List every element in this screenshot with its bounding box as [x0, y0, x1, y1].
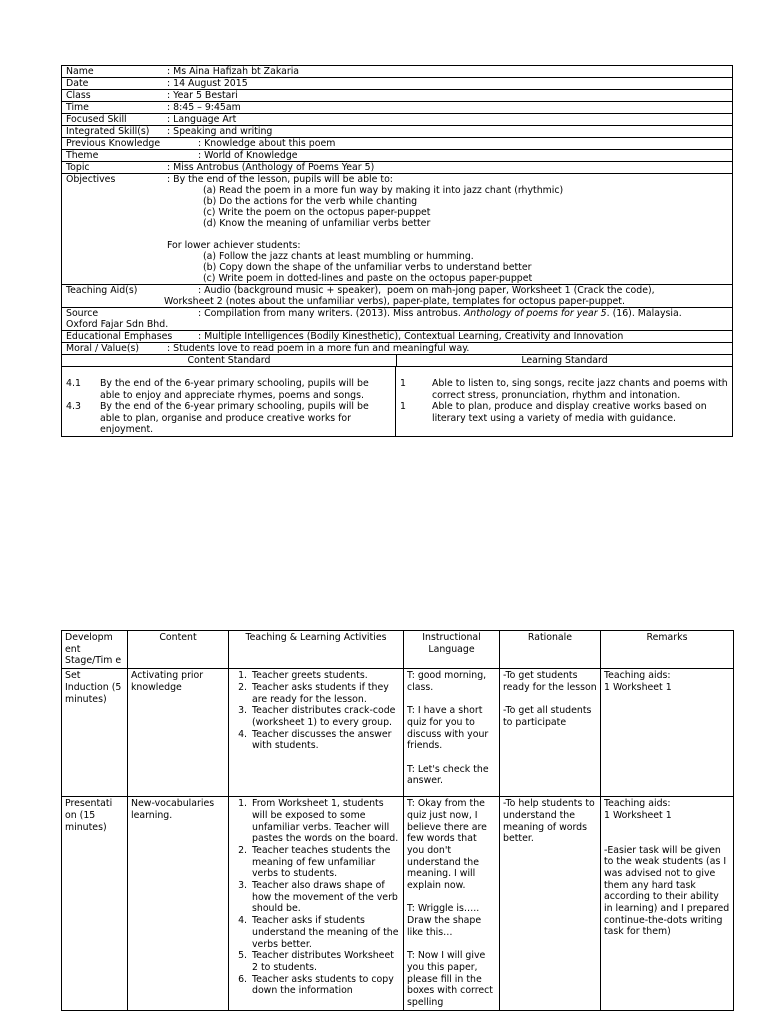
info-label: Topic [66, 162, 90, 173]
info-value: : World of Knowledge [198, 150, 298, 161]
info-row-class [62, 90, 732, 102]
content-standard-item [62, 401, 395, 436]
info-value: : Ms Aina Hafizah bt Zakaria [167, 66, 300, 77]
activity-item: 3. Teacher also draws shape of how the movement of the verb should be. [250, 880, 400, 915]
rationale-line: -To help students to understand the meaning of words better. [503, 798, 595, 845]
info-row-integrated-skills [62, 126, 732, 138]
activity-item: 2. Teacher asks students if they are ready for the lesson. [250, 682, 400, 705]
info-label: Previous Knowledge [66, 138, 161, 149]
source-citation [198, 308, 732, 319]
col-header-remarks: Remarks [601, 631, 734, 669]
activity-item: 6. Teacher asks students to copy down the information [250, 974, 400, 997]
standard-number: 1 [400, 401, 406, 412]
activity-item: 3. Teacher distributes crack-code (worksheet 1) to every group. [250, 705, 400, 728]
info-value: : Miss Antrobus (Anthology of Poems Year 5) [167, 162, 375, 173]
remarks-line: Teaching aids: [604, 798, 671, 810]
info-label: Theme [66, 150, 99, 161]
language-line: T: Okay from the quiz just now, I believe there are few words that you don't understand the meaning. I will explain now. [407, 798, 487, 892]
remarks-line: Teaching aids: [604, 670, 671, 682]
content-cell: Activating prior knowledge [128, 669, 229, 797]
objective-item: (c) Write the poem on the octopus paper-puppet [203, 207, 431, 218]
activity-item: 4. Teacher discusses the answer with students. [250, 729, 400, 752]
info-label: Date [66, 78, 89, 89]
content-standard-header: Content Standard [62, 355, 397, 366]
language-cell [404, 669, 500, 797]
table-row [62, 797, 734, 1011]
language-line: T: I have a short quiz for you to discuss with your friends. [407, 705, 489, 752]
info-row-educational-emphases [62, 331, 732, 343]
info-row-focused-skill [62, 114, 732, 126]
lower-achiever-item: (c) Write poem in dotted-lines and paste on the octopus paper-puppet [203, 273, 533, 284]
standard-text: Able to plan, produce and display creative works based on literary text using a variety of media with guidance. [432, 401, 707, 424]
learning-standards [396, 367, 732, 436]
objectives-intro: : By the end of the lesson, pupils will be able to: [167, 174, 393, 185]
info-value: : 14 August 2015 [167, 78, 248, 89]
learning-standard-item [396, 378, 732, 401]
activity-item: 5. Teacher distributes Worksheet 2 to students. [250, 950, 400, 973]
col-header-rationale: Rationale [500, 631, 601, 669]
language-line: T: good morning, class. [407, 670, 487, 693]
info-row-date [62, 78, 732, 90]
info-value: : Multiple Intelligences (Bodily Kinesthetic), Contextual Learning, Creativity and Innovation [198, 331, 624, 342]
learning-standard-item [396, 401, 732, 424]
learning-standard-header: Learning Standard [521, 355, 608, 366]
info-label: Class [66, 90, 91, 101]
remarks-cell [601, 797, 734, 1011]
stage-cell: Presentati on (15 minutes) [62, 797, 128, 1011]
citation-title: Anthology of poems for year 5 [463, 308, 607, 319]
activity-item: 1. Teacher greets students. [250, 670, 400, 682]
remarks-line: 1 Worksheet 1 [604, 681, 672, 693]
info-label: Focused Skill [66, 114, 127, 125]
objective-item: (a) Read the poem in a more fun way by making it into jazz chant (rhythmic) [203, 185, 564, 196]
info-value: : Students love to read poem in a more fun and meaningful way. [167, 343, 470, 354]
lesson-info-table [61, 65, 733, 437]
standards-header [62, 355, 732, 367]
info-row-source [62, 308, 732, 331]
language-line: T: Wriggle is….. Draw the shape like this… [407, 903, 482, 938]
lesson-header-row [62, 631, 734, 669]
activity-item: 2. Teacher teaches students the meaning of few unfamiliar verbs to students. [250, 845, 400, 880]
rationale-line: -To get all students to participate [503, 705, 592, 728]
activity-item: 1. From Worksheet 1, students will be exposed to some unfamiliar verbs. Teacher will pastes the words on the board. [250, 798, 400, 845]
table-row [62, 669, 734, 797]
info-row-theme [62, 150, 732, 162]
citation-publisher: Oxford Fajar Sdn Bhd. [66, 319, 169, 330]
citation-text: : Compilation from many writers. (2013). Miss antrobus. [198, 308, 464, 319]
lower-achiever-item: (b) Copy down the shape of the unfamiliar verbs to understand better [203, 262, 532, 273]
remarks-cell [601, 669, 734, 797]
remarks-spacer [604, 822, 730, 845]
col-header-activities: Teaching & Learning Activities [229, 631, 404, 669]
content-cell: New-vocabularies learning. [128, 797, 229, 1011]
col-header-language: Instructional Language [404, 631, 500, 669]
col-header-content: Content [128, 631, 229, 669]
rationale-cell [500, 669, 601, 797]
info-row-topic [62, 162, 732, 174]
info-label: Source [66, 308, 99, 319]
standard-number: 1 [400, 378, 406, 389]
rationale-cell [500, 797, 601, 1011]
citation-text: . (16). Malaysia. [606, 308, 682, 319]
remarks-line: -Easier task will be given to the weak students (as I was advised not to give them any hard task according to their ability in learning) and I prepared continue-the-dots writing task for them) [604, 844, 730, 938]
standard-number: 4.3 [66, 401, 81, 412]
info-row-previous-knowledge [62, 138, 732, 150]
lower-achiever-item: (a) Follow the jazz chants at least mumbling or humming. [203, 251, 474, 262]
stage-cell: Set Induction (5 minutes) [62, 669, 128, 797]
info-row-teaching-aids [62, 285, 732, 308]
info-row-objectives [62, 174, 732, 285]
col-header-stage: Developm ent Stage/Tim e [62, 631, 128, 669]
content-standards [62, 367, 396, 436]
info-row-name [62, 66, 732, 78]
info-value: : Knowledge about this poem [198, 138, 336, 149]
info-label: Time [66, 102, 89, 113]
info-label: Educational Emphases [66, 331, 173, 342]
info-value: : Speaking and writing [167, 126, 273, 137]
info-value: : Language Art [167, 114, 237, 125]
info-label: Teaching Aid(s) [66, 285, 138, 296]
info-label: Name [66, 66, 94, 77]
content-standard-item [62, 378, 395, 401]
standard-number: 4.1 [66, 378, 81, 389]
language-line: T: Let's check the answer. [407, 763, 489, 787]
info-row-time [62, 102, 732, 114]
info-value: : Year 5 Bestari [167, 90, 238, 101]
info-value: : Audio (background music + speaker), poem on mah-jong paper, Worksheet 1 (Crack the code), [198, 285, 655, 296]
language-line: T: Now I will give you this paper, please fill in the boxes with correct spelling [407, 950, 493, 1009]
objective-item: (d) Know the meaning of unfamiliar verbs better [203, 218, 431, 229]
info-label: Objectives [66, 174, 116, 185]
objective-item: (b) Do the actions for the verb while chanting [203, 196, 418, 207]
lower-achiever-heading: For lower achiever students: [167, 240, 301, 251]
lesson-steps-table [61, 630, 734, 1011]
standard-text: By the end of the 6-year primary schooling, pupils will be able to enjoy and appreciate rhymes, poems and songs. [100, 378, 369, 401]
activities-cell [229, 669, 404, 797]
info-label: Moral / Value(s) [66, 343, 140, 354]
remarks-line: 1 Worksheet 1 [604, 809, 672, 821]
rationale-line: -To get students ready for the lesson [503, 670, 597, 693]
info-value-continued: Worksheet 2 (notes about the unfamiliar verbs), paper-plate, templates for octopus paper-puppet. [164, 296, 625, 307]
info-label: Integrated Skill(s) [66, 126, 150, 137]
standard-text: Able to listen to, sing songs, recite jazz chants and poems with correct stress, pronunciation, rhythm and intonation. [432, 378, 728, 401]
activity-item: 4. Teacher asks if students understand the meaning of the verbs better. [250, 915, 400, 950]
activities-cell [229, 797, 404, 1011]
language-cell [404, 797, 500, 1011]
info-row-moral-values [62, 343, 732, 355]
standards-body [62, 367, 732, 436]
standard-text: By the end of the 6-year primary schooling, pupils will be able to plan, organise and produce creative works for enjoyment. [100, 401, 369, 435]
info-value: : 8:45 – 9:45am [167, 102, 241, 113]
